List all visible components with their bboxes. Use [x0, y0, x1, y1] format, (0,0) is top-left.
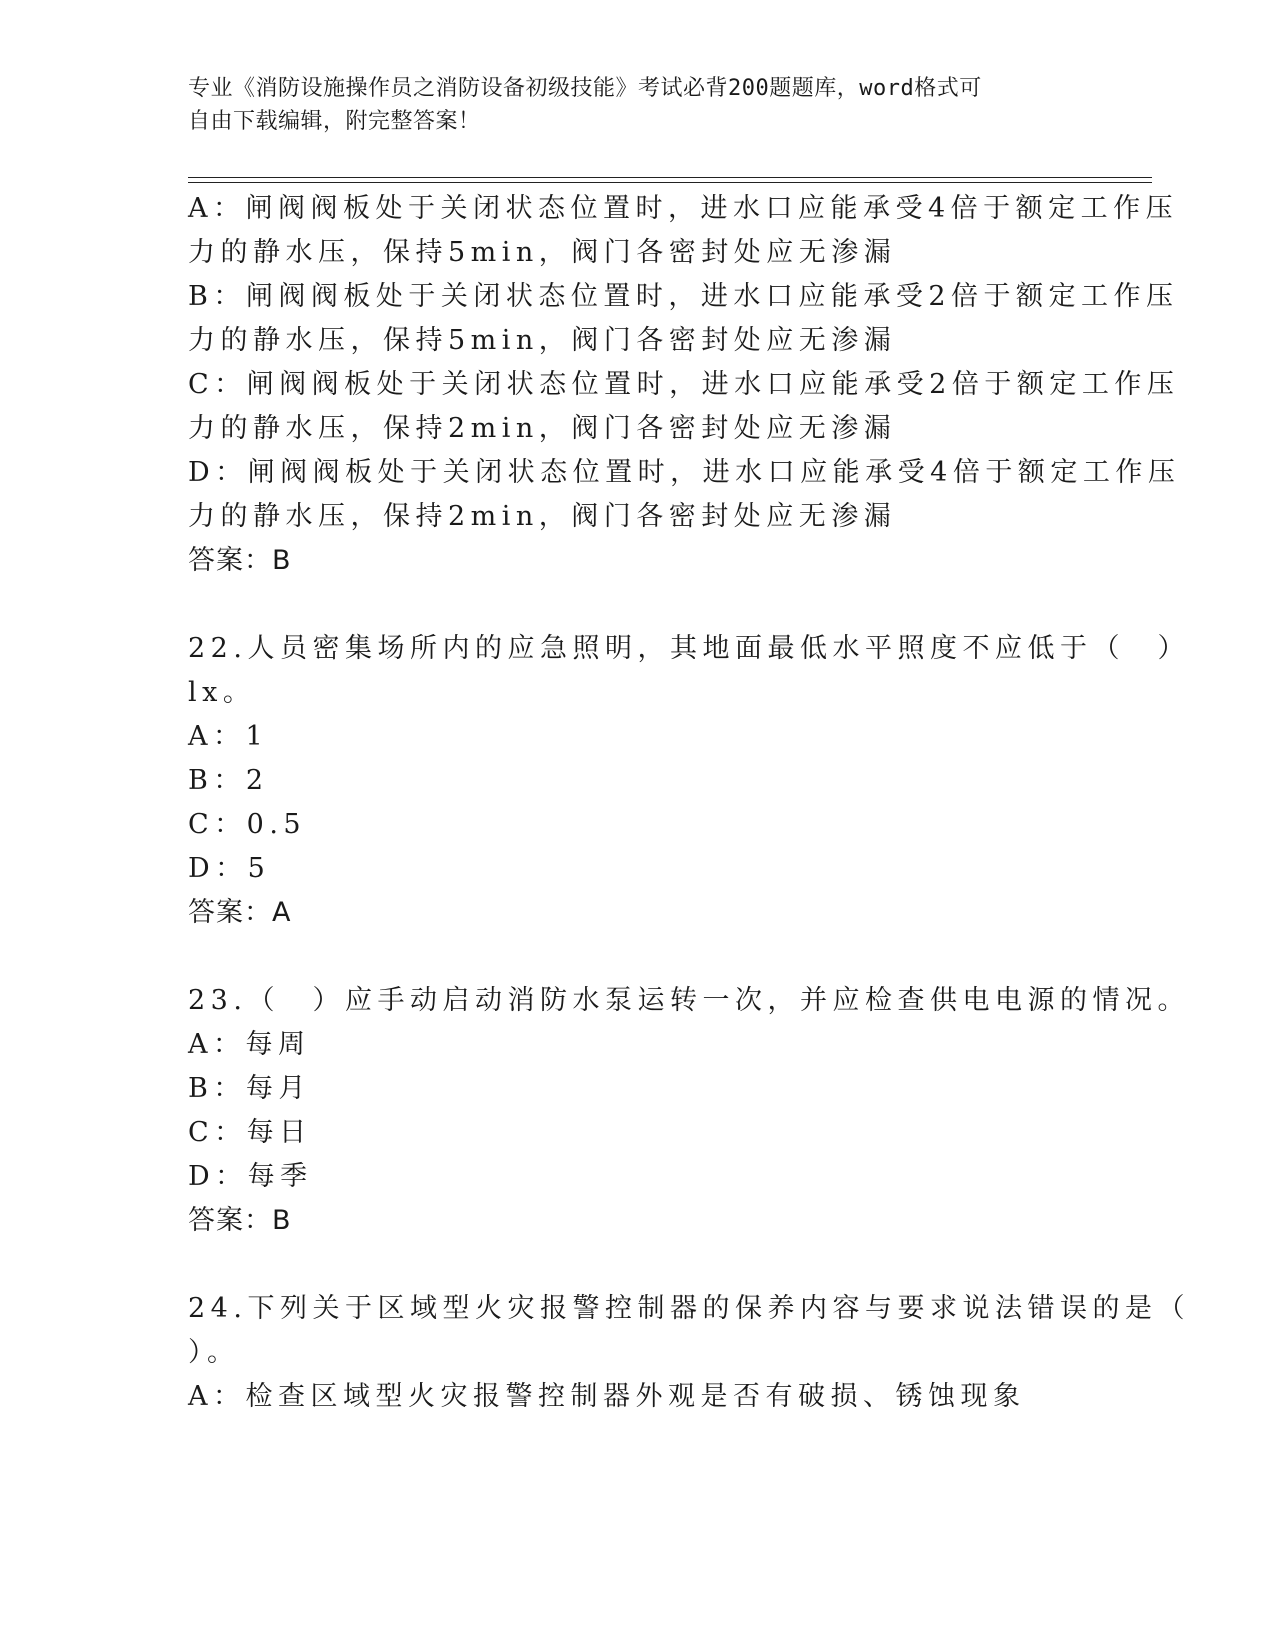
q22-option-c: C：0.5: [188, 809, 307, 840]
q22-stem-line-2: lx。: [188, 677, 256, 708]
header-line-2: 自由下载编辑，附完整答案！: [188, 109, 481, 134]
q21-option-c-line-2: 力的静水压，保持2min，阀门各密封处应无渗漏: [188, 413, 897, 444]
q21-option-a-line-1: A：闸阀阀板处于关闭状态位置时，进水口应能承受4倍于额定工作压: [188, 193, 1179, 224]
q21-option-a-line-2: 力的静水压，保持5min，阀门各密封处应无渗漏: [188, 237, 897, 268]
q24-stem-line-1: 24.下列关于区域型火灾报警控制器的保养内容与要求说法错误的是（: [188, 1293, 1190, 1324]
q21-option-b-line-2: 力的静水压，保持5min，阀门各密封处应无渗漏: [188, 325, 897, 356]
q21-option-d-line-1: D：闸阀阀板处于关闭状态位置时，进水口应能承受4倍于额定工作压: [188, 457, 1181, 488]
q21-option-b-line-1: B：闸阀阀板处于关闭状态位置时，进水口应能承受2倍于额定工作压: [188, 281, 1179, 312]
q22-answer: 答案：A: [188, 897, 292, 928]
q23-option-b: B：每月: [188, 1073, 311, 1104]
header-line-1: 专业《消防设施操作员之消防设备初级技能》考试必背200题题库，word格式可: [188, 76, 982, 101]
q23-option-c: C：每日: [188, 1117, 312, 1148]
q21-answer: 答案：B: [188, 545, 292, 576]
q22-option-b: B：2: [188, 765, 269, 796]
q22-option-a: A：1: [188, 721, 269, 752]
header-divider-bottom: [188, 182, 1152, 183]
q24-stem-line-2: ）。: [188, 1337, 240, 1368]
q21-option-c-line-1: C：闸阀阀板处于关闭状态位置时，进水口应能承受2倍于额定工作压: [188, 369, 1180, 400]
q21-option-d-line-2: 力的静水压，保持2min，阀门各密封处应无渗漏: [188, 501, 897, 532]
q23-option-d: D：每季: [188, 1161, 313, 1192]
q23-stem: 23.（ ）应手动启动消防水泵运转一次，并应检查供电电源的情况。: [188, 985, 1190, 1016]
q23-answer: 答案：B: [188, 1205, 292, 1236]
header-divider-top: [188, 177, 1152, 178]
q23-option-a: A：每周: [188, 1029, 311, 1060]
q24-option-a: A：检查区域型火灾报警控制器外观是否有破损、锈蚀现象: [188, 1381, 1026, 1412]
q22-option-d: D：5: [188, 853, 271, 884]
q22-stem-line-1: 22.人员密集场所内的应急照明，其地面最低水平照度不应低于（ ）: [188, 633, 1190, 664]
document-header: [188, 72, 1068, 138]
